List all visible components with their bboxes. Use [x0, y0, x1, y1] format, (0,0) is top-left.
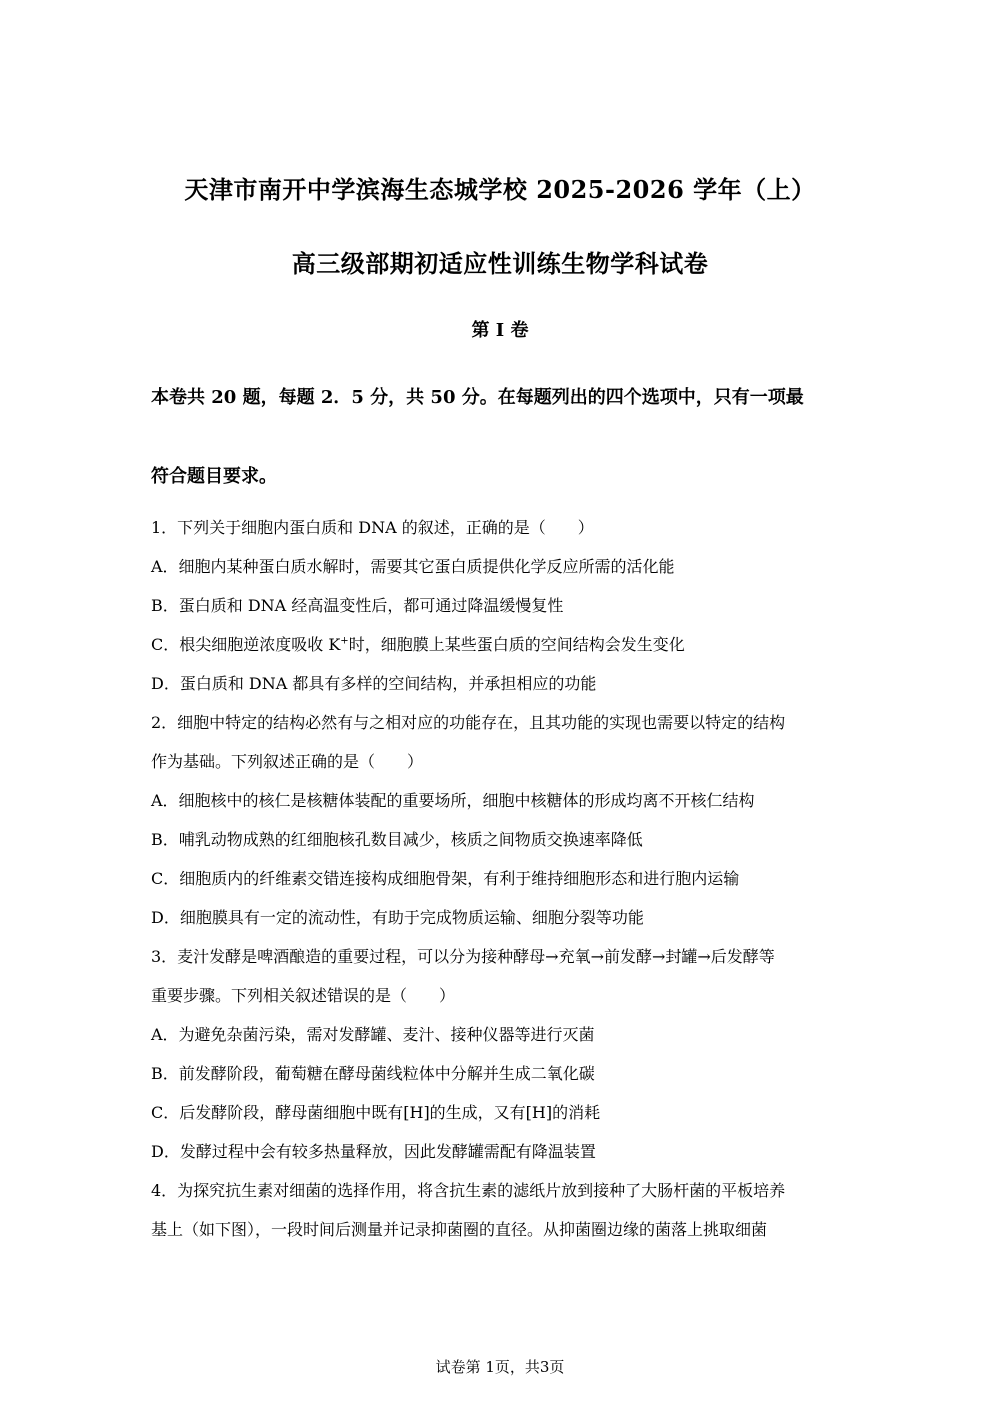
question-3: [151, 946, 851, 1180]
exam-title-line-2: 高三级部期初适应性训练生物学科试卷: [291, 249, 709, 278]
potassium-charge-superscript: +: [340, 635, 349, 647]
section-instruction-line-2: 符合题目要求。: [151, 466, 277, 487]
question-option-c: C．后发酵阶段，酵母菌细胞中既有[H]的生成，又有[H]的消耗: [151, 1103, 601, 1122]
question-stem-line: 重要步骤。下列相关叙述错误的是（ ）: [151, 986, 456, 1005]
question-stem-line: 3．麦汁发酵是啤酒酿造的重要过程，可以分为接种酵母→充氧→前发酵→封罐→后发酵等: [151, 947, 775, 966]
question-option-a: A．为避免杂菌污染，需对发酵罐、麦汁、接种仪器等进行灭菌: [151, 1025, 595, 1044]
section-title: 第 I 卷: [471, 320, 529, 341]
question-stem-line: 基上（如下图），一段时间后测量并记录抑菌圈的直径。从抑菌圈边缘的菌落上挑取细菌: [151, 1220, 768, 1239]
question-stem-line: 作为基础。下列叙述正确的是（ ）: [151, 752, 424, 771]
question-option-d: D．细胞膜具有一定的流动性，有助于完成物质运输、细胞分裂等功能: [151, 908, 644, 927]
question-option-a: A．细胞核中的核仁是核糖体装配的重要场所，细胞中核糖体的形成均离不开核仁结构: [151, 791, 755, 810]
question-option-d: D．蛋白质和 DNA 都具有多样的空间结构，并承担相应的功能: [151, 674, 597, 693]
section-instruction-line-1: 本卷共 20 题，每题 2．5 分，共 50 分。在每题列出的四个选项中，只有一项最: [151, 387, 804, 408]
question-list: [151, 517, 851, 1258]
question-option-b: B．哺乳动物成熟的红细胞核孔数目减少，核质之间物质交换速率降低: [151, 830, 643, 849]
question-option-c: [151, 634, 851, 673]
question-stem-line: 2．细胞中特定的结构必然有与之相对应的功能存在，且其功能的实现也需要以特定的结构: [151, 713, 786, 732]
question-option-d: D．发酵过程中会有较多热量释放，因此发酵罐需配有降温装置: [151, 1142, 596, 1161]
exam-title-line-1: 天津市南开中学滨海生态城学校 2025-2026 学年（上）: [184, 175, 816, 204]
question-4: [151, 1180, 851, 1258]
option-c-text: C．根尖细胞逆浓度吸收 K: [151, 635, 341, 654]
question-2: [151, 712, 851, 946]
question-option-b: B．前发酵阶段，葡萄糖在酵母菌线粒体中分解并生成二氧化碳: [151, 1064, 595, 1083]
question-option-a: A．细胞内某种蛋白质水解时，需要其它蛋白质提供化学反应所需的活化能: [151, 557, 675, 576]
question-stem-line: 1．下列关于细胞内蛋白质和 DNA 的叙述，正确的是（ ）: [151, 518, 594, 537]
option-c-tail: 时，细胞膜上某些蛋白质的空间结构会发生变化: [348, 635, 685, 654]
question-option-c: C．细胞质内的纤维素交错连接构成细胞骨架，有利于维持细胞形态和进行胞内运输: [151, 869, 740, 888]
question-1: [151, 517, 851, 712]
question-option-b: B．蛋白质和 DNA 经高温变性后，都可通过降温缓慢复性: [151, 596, 564, 615]
question-stem-line: 4．为探究抗生素对细菌的选择作用，将含抗生素的滤纸片放到接种了大肠杆菌的平板培养: [151, 1181, 786, 1200]
page-footer: 试卷第 1页，共3页: [435, 1358, 565, 1376]
